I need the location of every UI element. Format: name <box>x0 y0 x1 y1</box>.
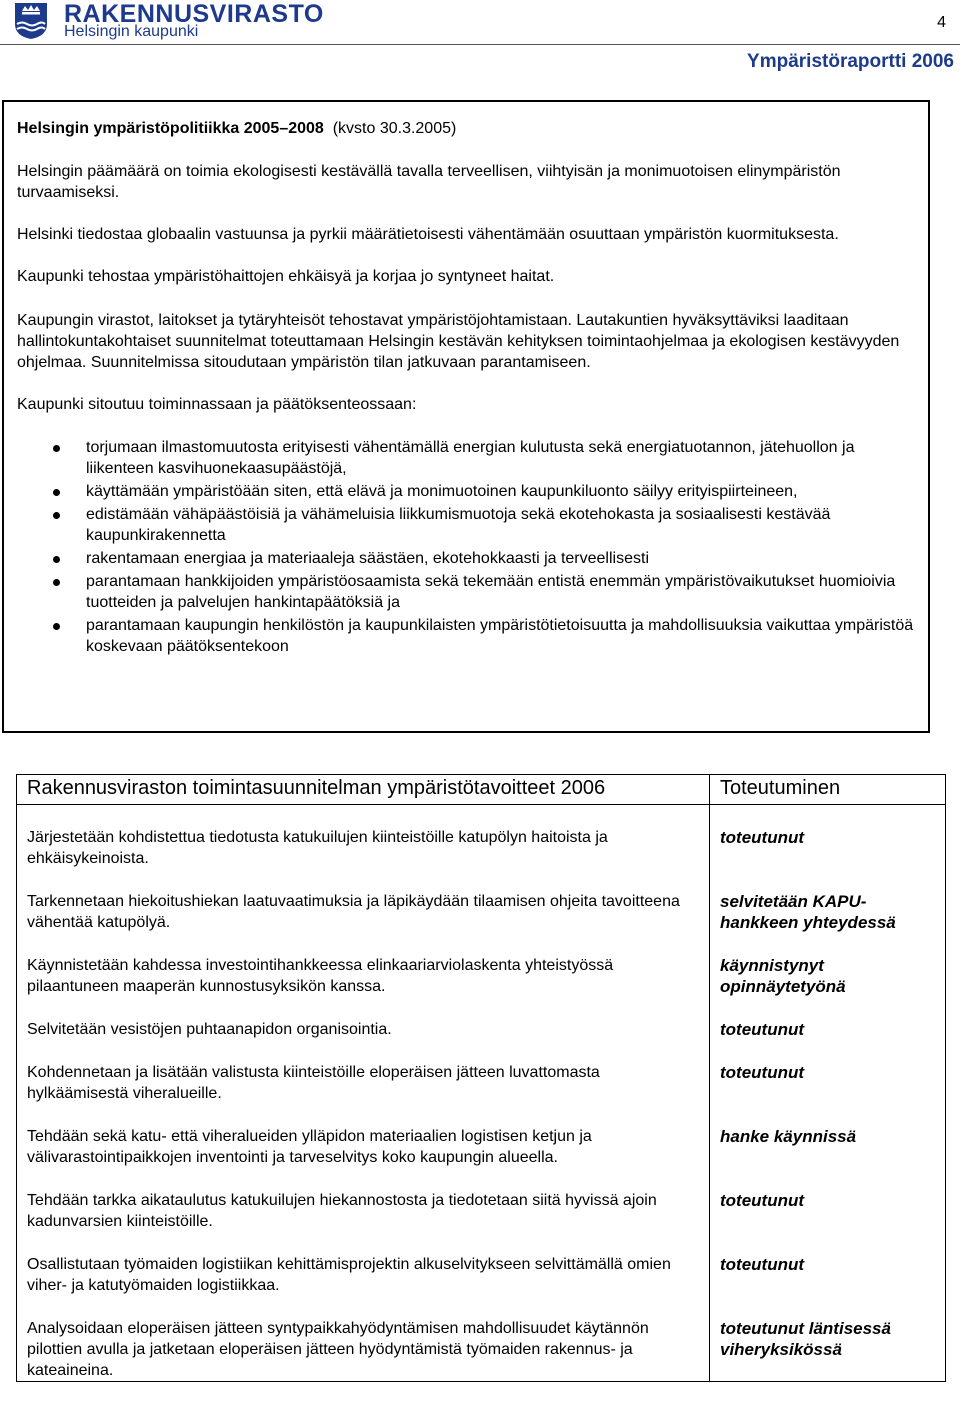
bullet-icon <box>53 512 60 519</box>
status-cell: käynnistynyt opinnäytetyönä <box>710 955 946 1019</box>
list-item-text: parantamaan hankkijoiden ympäristöosaamista sekä tekemään entistä enemmän ympäristövaikutukset huomioivia tuotteiden ja palvelujen hankintapäätöksiä ja <box>86 573 896 611</box>
bullet-icon <box>53 556 60 563</box>
table-row <box>17 891 946 955</box>
list-item-text: torjumaan ilmastomuutosta erityisesti vähentämällä energian kulutusta sekä energiatuotannon, jätehuollon ja liikenteen kasvihuonekaasupäästöjä, <box>86 439 855 477</box>
list-item-text: parantamaan kaupungin henkilöstön ja kaupunkilaisten ympäristötietoisuutta ja mahdollisuuksia vaikuttaa ympäristöä koskevaan päätöksentekoon <box>86 617 914 655</box>
goal-cell: Tarkennetaan hiekoitushiekan laatuvaatimuksia ja läpikäydään tilaamisen ohjeita tavoitteena vähentää katupölyä. <box>17 891 710 955</box>
goal-cell: Käynnistetään kahdessa investointihankkeessa elinkaariarviolaskenta yhteistyössä pilaantuneen maaperän kunnostusyksikön kanssa. <box>17 955 710 1019</box>
table-row <box>17 1318 946 1382</box>
policy-title-date: (kvsto 30.3.2005) <box>332 120 457 137</box>
policy-paragraph: Helsinki tiedostaa globaalin vastuunsa ja pyrkii määrätietoisesti vähentämään osuuttaan ympäristön kuormituksesta. <box>17 226 839 243</box>
goal-cell: Selvitetään vesistöjen puhtaanapidon organisointia. <box>17 1019 710 1062</box>
goal-cell: Tehdään sekä katu- että viheralueiden ylläpidon materiaalien logistisen ketjun ja välivarastointipaikkojen inventointi ja tarveselvitys koko kaupungin alueella. <box>17 1126 710 1190</box>
status-cell: toteutunut <box>710 1254 946 1318</box>
table-row <box>17 1019 946 1062</box>
table-row <box>17 955 946 1019</box>
table-row <box>17 1062 946 1126</box>
list-item-text: edistämään vähäpäästöisiä ja vähämeluisia liikkumismuotoja sekä ekotehokasta ja sosiaalisesti kestävää kaupunkirakennetta <box>86 506 831 544</box>
policy-title-text: Helsingin ympäristöpolitiikka 2005–2008 <box>17 120 324 137</box>
status-cell: toteutunut <box>710 1190 946 1254</box>
policy-paragraph: Kaupunki sitoutuu toiminnassaan ja päätöksenteossaan: <box>17 396 417 413</box>
status-cell: toteutunut <box>710 1019 946 1062</box>
status-cell: selvitetään KAPU-hankkeen yhteydessä <box>710 891 946 955</box>
list-item <box>17 548 916 569</box>
header-divider <box>0 44 960 45</box>
policy-paragraph: Helsingin päämäärä on toimia ekologisesti kestävällä tavalla terveellisen, viihtyisän ja monimuotoisen elinympäristön turvaamiseksi. <box>17 163 841 201</box>
list-item-text: rakentamaan energiaa ja materiaaleja säästäen, ekotehokkaasti ja terveellisesti <box>86 550 649 567</box>
bullet-icon <box>53 623 60 630</box>
goal-cell: Analysoidaan eloperäisen jätteen syntypaikkahyödyntämisen mahdollisuudet käytännön pilottien avulla ja jatketaan eloperäisen jätteen hyödyntämistä työmaiden rakennus- ja kateaineina. <box>17 1318 710 1382</box>
environmental-goals-table <box>16 774 946 1382</box>
policy-bullet-list <box>17 437 916 657</box>
list-item-text: käyttämään ympäristöään siten, että elävä ja monimuotoinen kaupunkiluonto säilyy erityispiirteineen, <box>86 483 798 500</box>
goal-cell: Järjestetään kohdistettua tiedotusta katukuilujen kiinteistöille katupölyn haitoista ja ehkäisykeinoista. <box>17 805 710 892</box>
list-item <box>17 504 916 546</box>
policy-paragraph: Kaupunki tehostaa ympäristöhaittojen ehkäisyä ja korjaa jo syntyneet haitat. <box>17 268 555 285</box>
table-row <box>17 805 946 892</box>
goal-cell: Kohdennetaan ja lisätään valistusta kiinteistöille eloperäisen jätteen luvattomasta hylkäämisestä viheralueille. <box>17 1062 710 1126</box>
bullet-icon <box>53 579 60 586</box>
table-row <box>17 1254 946 1318</box>
table-row <box>17 1126 946 1190</box>
page-header <box>0 0 960 80</box>
page-number: 4 <box>937 14 946 31</box>
status-cell: toteutunut läntisessä viheryksikössä <box>710 1318 946 1382</box>
policy-paragraph: Kaupungin virastot, laitokset ja tytäryhteisöt tehostavat ympäristöjohtamistaan. Lautakuntien hyväksyttäviksi laaditaan hallintokuntakohtaiset suunnitelmat toteuttamaan Helsingin kestävän kehityksen toimintaohjelmaa ja ekologisen kestävyyden ohjelmaa. Suunnitelmissa sitoudutaan ympäristön tilan jatkuvaan parantamiseen. <box>17 312 900 371</box>
list-item <box>17 571 916 613</box>
bullet-icon <box>53 489 60 496</box>
helsinki-crest-icon <box>14 2 48 40</box>
report-title: Ympäristöraportti 2006 <box>747 51 954 72</box>
brand-subtitle: Helsingin kaupunki <box>64 23 199 40</box>
policy-title <box>17 118 916 139</box>
status-cell: toteutunut <box>710 1062 946 1126</box>
column-header-goals: Rakennusviraston toimintasuunnitelman ympäristötavoitteet 2006 <box>17 775 710 805</box>
goal-cell: Osallistutaan työmaiden logistiikan kehittämisprojektin alkuselvitykseen selvittämällä omien viher- ja katutyömaiden logistiikkaa. <box>17 1254 710 1318</box>
status-cell: hanke käynnissä <box>710 1126 946 1190</box>
table-header-row <box>17 775 946 805</box>
list-item <box>17 481 916 502</box>
environmental-policy-box <box>2 100 930 733</box>
goal-cell: Tehdään tarkka aikataulutus katukuilujen hiekannostosta ja tiedotetaan siitä hyvissä ajoin kadunvarsien kiinteistöille. <box>17 1190 710 1254</box>
list-item <box>17 437 916 479</box>
table-row <box>17 1190 946 1254</box>
column-header-status: Toteutuminen <box>710 775 946 805</box>
bullet-icon <box>53 445 60 452</box>
list-item <box>17 615 916 657</box>
status-cell: toteutunut <box>710 805 946 892</box>
brand-name: RAKENNUSVIRASTO <box>64 0 324 28</box>
